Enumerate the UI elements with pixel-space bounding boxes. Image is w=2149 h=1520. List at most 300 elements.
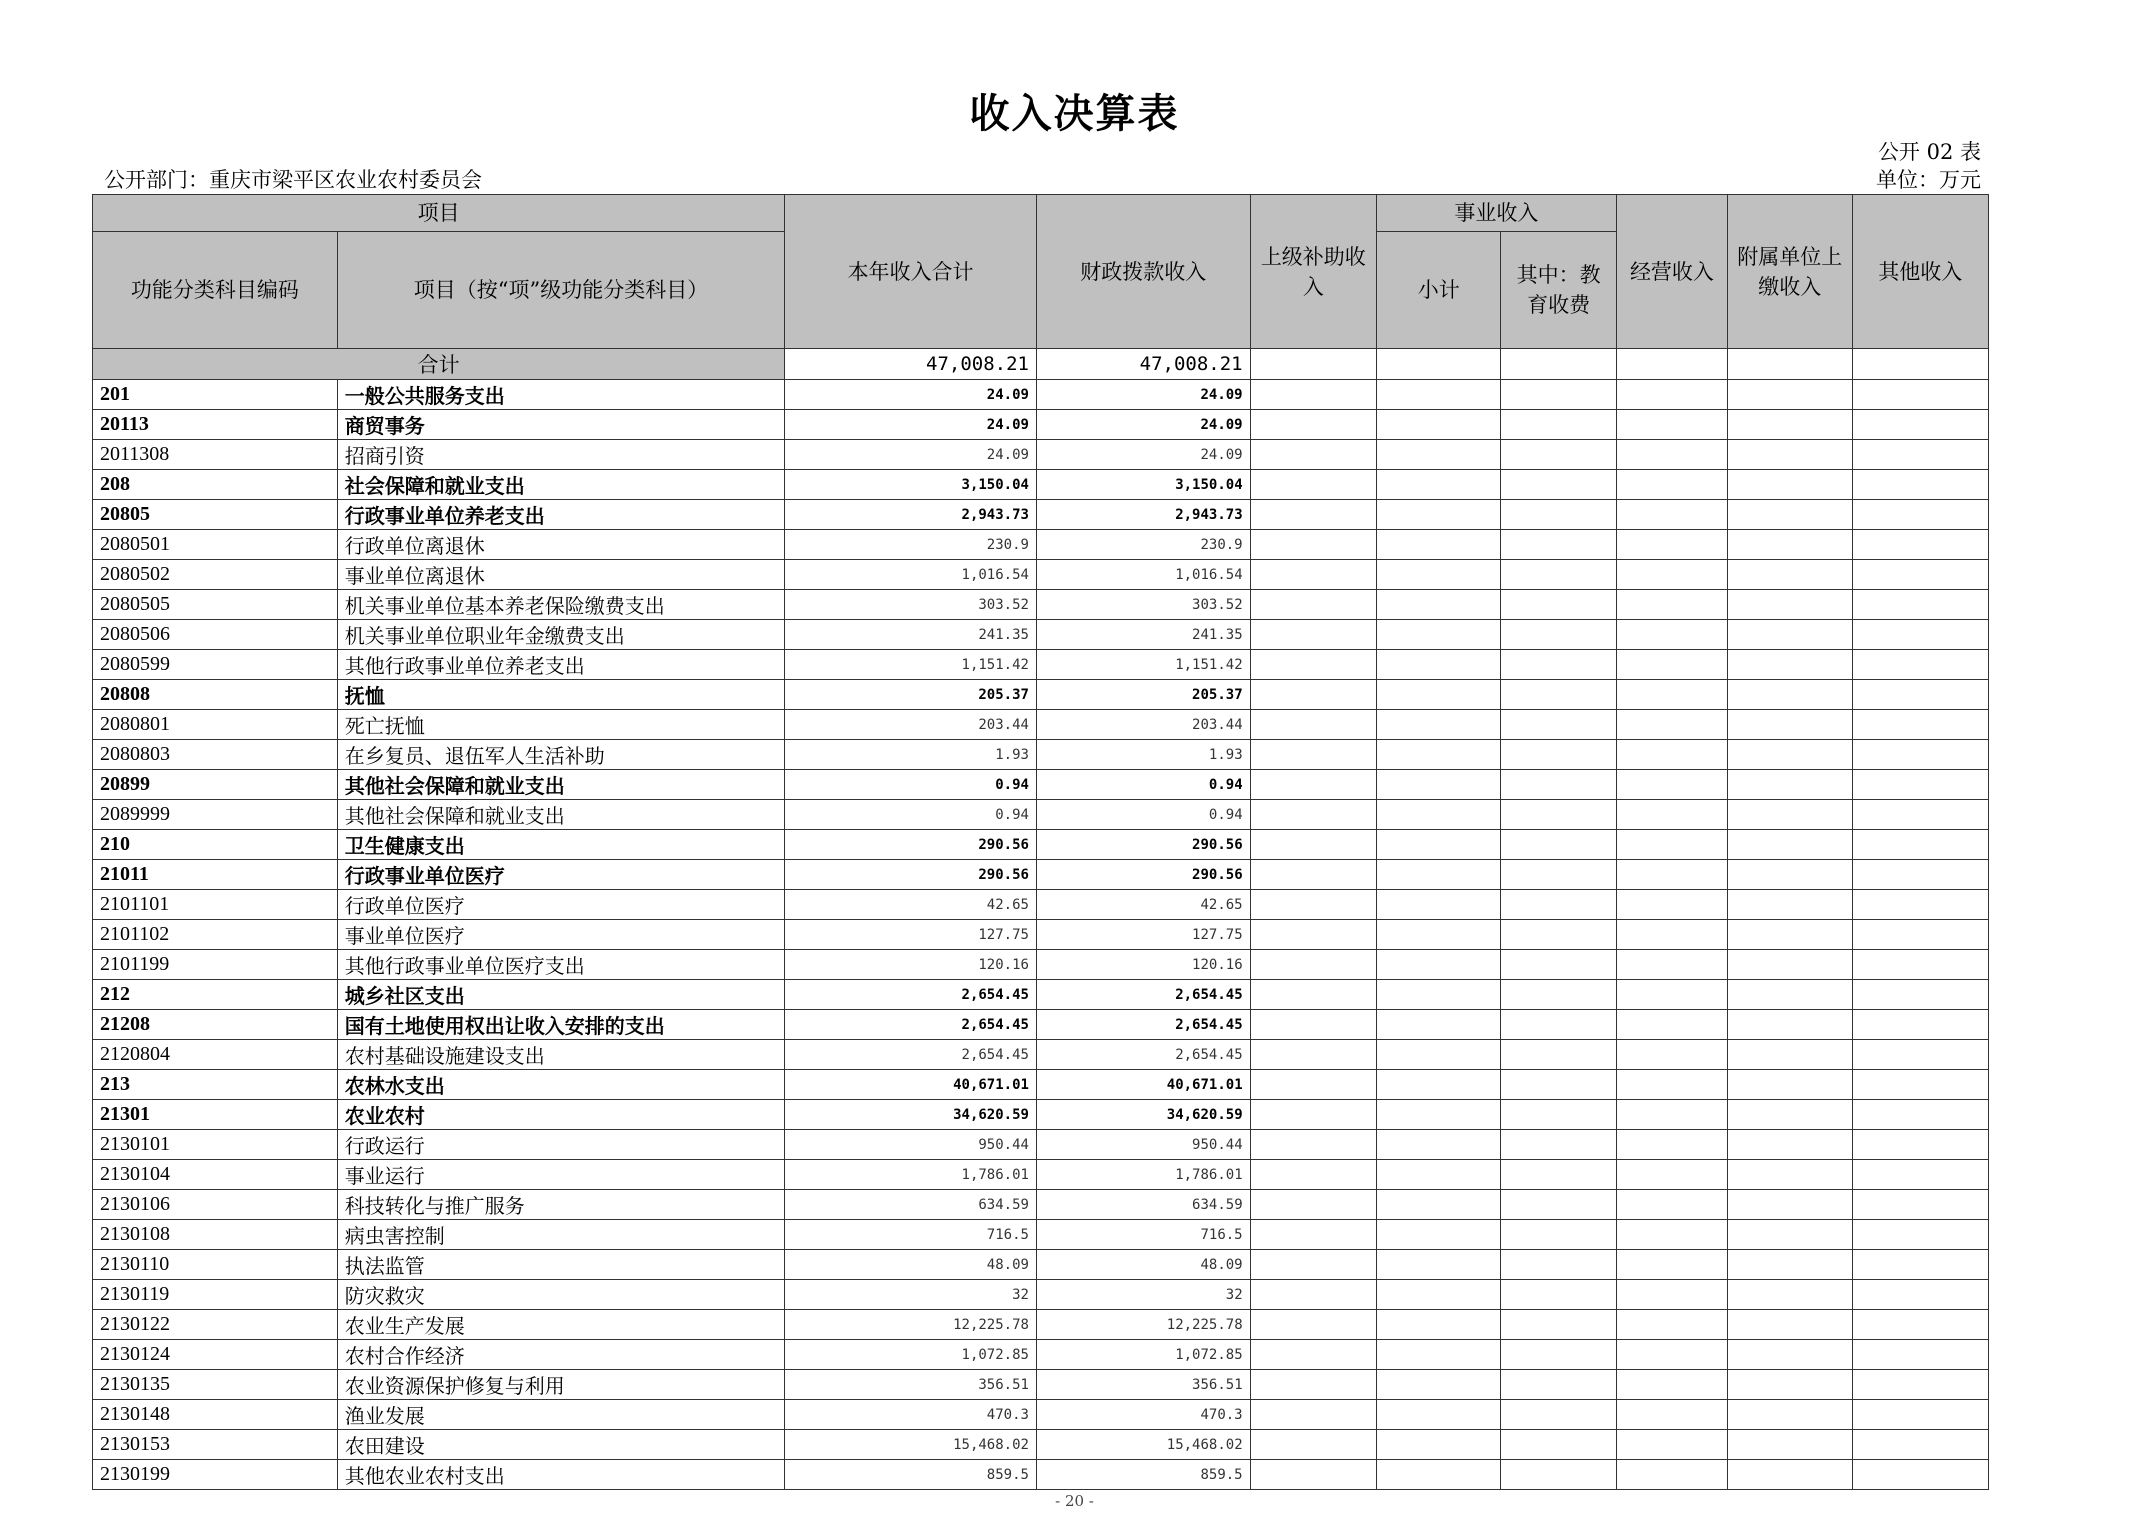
row-total: 290.56 — [785, 860, 1037, 890]
table-row — [93, 1430, 1989, 1460]
empty-cell — [1728, 800, 1852, 830]
row-total: 127.75 — [785, 920, 1037, 950]
empty-cell — [1501, 380, 1616, 410]
row-code: 20899 — [93, 770, 338, 800]
row-total: 15,468.02 — [785, 1430, 1037, 1460]
empty-cell — [1728, 1070, 1852, 1100]
table-row — [93, 1250, 1989, 1280]
row-code: 213 — [93, 1070, 338, 1100]
empty-cell — [1728, 500, 1852, 530]
table-row — [93, 740, 1989, 770]
row-code: 2080502 — [93, 560, 338, 590]
empty-cell — [1501, 950, 1616, 980]
empty-cell — [1616, 1130, 1727, 1160]
empty-cell — [1852, 890, 1989, 920]
row-fiscal: 2,943.73 — [1036, 500, 1250, 530]
empty-cell — [1852, 1040, 1989, 1070]
table-row — [93, 1310, 1989, 1340]
empty-cell — [1250, 830, 1376, 860]
row-code: 2120804 — [93, 1040, 338, 1070]
table-row — [93, 1280, 1989, 1310]
table-row — [93, 680, 1989, 710]
empty-cell — [1852, 380, 1989, 410]
empty-cell — [1852, 590, 1989, 620]
empty-cell — [1250, 590, 1376, 620]
empty-cell — [1501, 1340, 1616, 1370]
row-total: 32 — [785, 1280, 1037, 1310]
row-fiscal: 0.94 — [1036, 770, 1250, 800]
row-fiscal: 15,468.02 — [1036, 1430, 1250, 1460]
row-total: 859.5 — [785, 1460, 1037, 1490]
empty-cell — [1501, 1460, 1616, 1490]
empty-cell — [1728, 1190, 1852, 1220]
empty-cell — [1377, 1250, 1501, 1280]
row-fiscal: 24.09 — [1036, 380, 1250, 410]
row-code: 20808 — [93, 680, 338, 710]
empty-cell — [1501, 710, 1616, 740]
empty-cell — [1250, 740, 1376, 770]
row-fiscal: 356.51 — [1036, 1370, 1250, 1400]
row-total: 2,943.73 — [785, 500, 1037, 530]
row-fiscal: 290.56 — [1036, 860, 1250, 890]
empty-cell — [1852, 1220, 1989, 1250]
empty-cell — [1852, 1190, 1989, 1220]
header-operating: 经营收入 — [1616, 195, 1727, 349]
empty-cell — [1501, 650, 1616, 680]
row-code: 2080505 — [93, 590, 338, 620]
row-fiscal: 24.09 — [1036, 410, 1250, 440]
table-row — [93, 620, 1989, 650]
row-name: 行政单位离退休 — [337, 530, 784, 560]
row-code: 2130124 — [93, 1340, 338, 1370]
table-row — [93, 830, 1989, 860]
row-name: 执法监管 — [337, 1250, 784, 1280]
empty-cell — [1377, 410, 1501, 440]
table-row — [93, 1100, 1989, 1130]
empty-cell — [1616, 830, 1727, 860]
empty-cell — [1852, 1250, 1989, 1280]
empty-cell — [1616, 1040, 1727, 1070]
row-total: 205.37 — [785, 680, 1037, 710]
empty-cell — [1250, 620, 1376, 650]
row-code: 2130135 — [93, 1370, 338, 1400]
row-fiscal: 230.9 — [1036, 530, 1250, 560]
total-label: 合计 — [93, 349, 785, 380]
row-code: 210 — [93, 830, 338, 860]
row-name: 农业资源保护修复与利用 — [337, 1370, 784, 1400]
row-total: 470.3 — [785, 1400, 1037, 1430]
empty-cell — [1250, 1460, 1376, 1490]
table-row — [93, 410, 1989, 440]
empty-cell — [1852, 1460, 1989, 1490]
empty-cell — [1501, 410, 1616, 440]
row-code: 2080506 — [93, 620, 338, 650]
empty-cell — [1852, 1400, 1989, 1430]
row-name: 农林水支出 — [337, 1070, 784, 1100]
row-name: 一般公共服务支出 — [337, 380, 784, 410]
table-row — [93, 470, 1989, 500]
empty-cell — [1728, 980, 1852, 1010]
header-fiscal: 财政拨款收入 — [1036, 195, 1250, 349]
empty-cell — [1250, 560, 1376, 590]
empty-cell — [1852, 1160, 1989, 1190]
row-name: 行政运行 — [337, 1130, 784, 1160]
empty-cell — [1616, 1100, 1727, 1130]
empty-cell — [1501, 1160, 1616, 1190]
empty-cell — [1250, 1400, 1376, 1430]
row-total: 0.94 — [785, 770, 1037, 800]
empty-cell — [1250, 1220, 1376, 1250]
empty-cell — [1250, 680, 1376, 710]
empty-cell — [1616, 1370, 1727, 1400]
empty-cell — [1501, 1040, 1616, 1070]
empty-cell — [1616, 440, 1727, 470]
row-name: 其他行政事业单位医疗支出 — [337, 950, 784, 980]
empty-cell — [1250, 1100, 1376, 1130]
empty-cell — [1616, 860, 1727, 890]
row-total: 203.44 — [785, 710, 1037, 740]
row-code: 2130108 — [93, 1220, 338, 1250]
row-name: 农业农村 — [337, 1100, 784, 1130]
empty-cell — [1501, 980, 1616, 1010]
empty-cell — [1501, 620, 1616, 650]
empty-cell — [1250, 980, 1376, 1010]
empty-cell — [1728, 1460, 1852, 1490]
empty-cell — [1728, 1160, 1852, 1190]
empty-cell — [1501, 680, 1616, 710]
row-name: 城乡社区支出 — [337, 980, 784, 1010]
empty-cell — [1728, 470, 1852, 500]
empty-cell — [1728, 770, 1852, 800]
empty-cell — [1852, 440, 1989, 470]
row-total: 1.93 — [785, 740, 1037, 770]
row-code: 2130119 — [93, 1280, 338, 1310]
empty-cell — [1377, 830, 1501, 860]
empty-cell — [1728, 1340, 1852, 1370]
form-number: 公开 02 表 — [1877, 140, 1981, 164]
empty-cell — [1852, 710, 1989, 740]
empty-cell — [1852, 740, 1989, 770]
empty-cell — [1377, 1370, 1501, 1400]
row-total: 2,654.45 — [785, 1040, 1037, 1070]
empty-cell — [1852, 1070, 1989, 1100]
row-fiscal: 634.59 — [1036, 1190, 1250, 1220]
empty-cell — [1616, 1010, 1727, 1040]
empty-cell — [1501, 740, 1616, 770]
row-name: 病虫害控制 — [337, 1220, 784, 1250]
empty-cell — [1501, 500, 1616, 530]
row-name: 抚恤 — [337, 680, 784, 710]
row-total: 120.16 — [785, 950, 1037, 980]
empty-cell — [1616, 590, 1727, 620]
empty-cell — [1728, 440, 1852, 470]
row-code: 208 — [93, 470, 338, 500]
empty-cell — [1250, 380, 1376, 410]
row-total: 1,786.01 — [785, 1160, 1037, 1190]
table-row — [93, 860, 1989, 890]
row-total: 303.52 — [785, 590, 1037, 620]
empty-cell — [1377, 1070, 1501, 1100]
empty-cell — [1377, 380, 1501, 410]
row-total: 40,671.01 — [785, 1070, 1037, 1100]
empty-cell — [1501, 830, 1616, 860]
row-fiscal: 2,654.45 — [1036, 1040, 1250, 1070]
row-total: 716.5 — [785, 1220, 1037, 1250]
empty-cell — [1616, 1220, 1727, 1250]
empty-cell — [1616, 1160, 1727, 1190]
row-total: 42.65 — [785, 890, 1037, 920]
row-name: 机关事业单位基本养老保险缴费支出 — [337, 590, 784, 620]
total-fiscal: 47,008.21 — [1036, 349, 1250, 380]
empty-cell — [1852, 680, 1989, 710]
empty-cell — [1501, 1400, 1616, 1430]
row-fiscal: 3,150.04 — [1036, 470, 1250, 500]
table-row — [93, 1070, 1989, 1100]
row-total: 48.09 — [785, 1250, 1037, 1280]
empty-cell — [1616, 950, 1727, 980]
row-fiscal: 48.09 — [1036, 1250, 1250, 1280]
empty-cell — [1377, 1190, 1501, 1220]
header-total: 本年收入合计 — [785, 195, 1037, 349]
empty-cell — [1250, 1160, 1376, 1190]
empty-cell — [1852, 620, 1989, 650]
empty-cell — [1852, 950, 1989, 980]
page-number: - 20 - — [1055, 1492, 1094, 1510]
row-name: 渔业发展 — [337, 1400, 784, 1430]
empty-cell — [1852, 470, 1989, 500]
empty-cell — [1250, 1010, 1376, 1040]
table-row — [93, 980, 1989, 1010]
row-fiscal: 40,671.01 — [1036, 1070, 1250, 1100]
empty-cell — [1852, 500, 1989, 530]
unit-label: 单位：万元 — [1876, 168, 1981, 192]
row-code: 2130148 — [93, 1400, 338, 1430]
page-title: 收入决算表 — [969, 91, 1180, 137]
empty-cell — [1377, 980, 1501, 1010]
empty-cell — [1501, 1010, 1616, 1040]
empty-cell — [1852, 800, 1989, 830]
empty-cell — [1377, 710, 1501, 740]
empty-cell — [1852, 1340, 1989, 1370]
row-code: 21208 — [93, 1010, 338, 1040]
row-fiscal: 859.5 — [1036, 1460, 1250, 1490]
empty-cell — [1728, 650, 1852, 680]
row-code: 2130106 — [93, 1190, 338, 1220]
empty-cell — [1852, 920, 1989, 950]
empty-cell — [1377, 1130, 1501, 1160]
row-name: 农业生产发展 — [337, 1310, 784, 1340]
row-code: 2130199 — [93, 1460, 338, 1490]
empty-cell — [1728, 1280, 1852, 1310]
row-code: 2080599 — [93, 650, 338, 680]
empty-cell — [1728, 590, 1852, 620]
empty-cell — [1728, 950, 1852, 980]
empty-cell — [1377, 1160, 1501, 1190]
empty-cell — [1250, 1370, 1376, 1400]
empty-cell — [1616, 1430, 1727, 1460]
empty-cell — [1501, 440, 1616, 470]
table-row — [93, 380, 1989, 410]
empty-cell — [1501, 1250, 1616, 1280]
row-name: 农田建设 — [337, 1430, 784, 1460]
empty-cell — [1728, 1040, 1852, 1070]
row-code: 2011308 — [93, 440, 338, 470]
empty-cell — [1852, 410, 1989, 440]
row-name: 在乡复员、退伍军人生活补助 — [337, 740, 784, 770]
table-row — [93, 770, 1989, 800]
header-project: 项目 — [93, 195, 785, 232]
row-code: 2130104 — [93, 1160, 338, 1190]
row-fiscal: 34,620.59 — [1036, 1100, 1250, 1130]
row-fiscal: 1,786.01 — [1036, 1160, 1250, 1190]
row-name: 其他社会保障和就业支出 — [337, 800, 784, 830]
row-code: 2080501 — [93, 530, 338, 560]
empty-cell — [1616, 620, 1727, 650]
row-fiscal: 303.52 — [1036, 590, 1250, 620]
row-total: 230.9 — [785, 530, 1037, 560]
row-total: 634.59 — [785, 1190, 1037, 1220]
table-row — [93, 1130, 1989, 1160]
empty-cell — [1616, 1340, 1727, 1370]
row-fiscal: 950.44 — [1036, 1130, 1250, 1160]
table-row — [93, 710, 1989, 740]
table-row — [93, 1220, 1989, 1250]
header-edu: 其中：教育收费 — [1501, 232, 1616, 349]
empty-cell — [1250, 410, 1376, 440]
table-row — [93, 590, 1989, 620]
empty-cell — [1377, 1280, 1501, 1310]
empty-cell — [1616, 1400, 1727, 1430]
empty-cell — [1377, 1100, 1501, 1130]
row-code: 2089999 — [93, 800, 338, 830]
row-total: 2,654.45 — [785, 1010, 1037, 1040]
empty-cell — [1377, 950, 1501, 980]
row-total: 2,654.45 — [785, 980, 1037, 1010]
row-code: 2101199 — [93, 950, 338, 980]
table-row — [93, 1040, 1989, 1070]
header-code: 功能分类科目编码 — [93, 232, 338, 349]
empty-cell — [1728, 1400, 1852, 1430]
empty-cell — [1852, 560, 1989, 590]
empty-cell — [1377, 1220, 1501, 1250]
empty-cell — [1616, 770, 1727, 800]
empty-cell — [1250, 710, 1376, 740]
empty-cell — [1616, 1190, 1727, 1220]
empty-cell — [1616, 710, 1727, 740]
empty-cell — [1728, 680, 1852, 710]
empty-cell — [1852, 1370, 1989, 1400]
row-fiscal: 1,016.54 — [1036, 560, 1250, 590]
empty-cell — [1616, 920, 1727, 950]
empty-cell — [1501, 1310, 1616, 1340]
row-fiscal: 205.37 — [1036, 680, 1250, 710]
empty-cell — [1501, 1130, 1616, 1160]
table-row — [93, 650, 1989, 680]
empty-cell — [1250, 890, 1376, 920]
row-fiscal: 290.56 — [1036, 830, 1250, 860]
department-label: 公开部门：重庆市梁平区农业农村委员会 — [104, 168, 482, 192]
empty-cell — [1250, 1280, 1376, 1310]
empty-cell — [1250, 1430, 1376, 1460]
row-fiscal: 2,654.45 — [1036, 980, 1250, 1010]
empty-cell — [1616, 650, 1727, 680]
table-row — [93, 1400, 1989, 1430]
empty-cell — [1501, 800, 1616, 830]
empty-cell — [1852, 980, 1989, 1010]
row-total: 1,072.85 — [785, 1340, 1037, 1370]
table-row — [93, 1160, 1989, 1190]
row-code: 2130153 — [93, 1430, 338, 1460]
table-row — [93, 890, 1989, 920]
empty-cell — [1501, 770, 1616, 800]
empty-cell — [1616, 1070, 1727, 1100]
empty-cell — [1728, 620, 1852, 650]
header-subtotal: 小计 — [1377, 232, 1501, 349]
row-name: 事业单位医疗 — [337, 920, 784, 950]
total-row — [93, 349, 1989, 380]
empty-cell — [1728, 710, 1852, 740]
empty-cell — [1501, 1100, 1616, 1130]
empty-cell — [1250, 1040, 1376, 1070]
empty-cell — [1728, 1130, 1852, 1160]
row-fiscal: 0.94 — [1036, 800, 1250, 830]
row-code: 2080801 — [93, 710, 338, 740]
empty-cell — [1250, 440, 1376, 470]
empty-cell — [1616, 890, 1727, 920]
empty-cell — [1501, 1430, 1616, 1460]
empty-cell — [1728, 380, 1852, 410]
empty-cell — [1728, 1430, 1852, 1460]
table-row — [93, 440, 1989, 470]
empty-cell — [1250, 1250, 1376, 1280]
empty-cell — [1250, 650, 1376, 680]
empty-cell — [1377, 590, 1501, 620]
empty-cell — [1377, 500, 1501, 530]
row-name: 行政事业单位医疗 — [337, 860, 784, 890]
empty-cell — [1377, 1340, 1501, 1370]
empty-cell — [1852, 1430, 1989, 1460]
empty-cell — [1852, 770, 1989, 800]
table-row — [93, 1010, 1989, 1040]
row-total: 290.56 — [785, 830, 1037, 860]
row-name: 其他行政事业单位养老支出 — [337, 650, 784, 680]
row-total: 34,620.59 — [785, 1100, 1037, 1130]
empty-cell — [1250, 920, 1376, 950]
row-total: 1,016.54 — [785, 560, 1037, 590]
row-fiscal: 203.44 — [1036, 710, 1250, 740]
empty-cell — [1852, 1280, 1989, 1310]
row-name: 机关事业单位职业年金缴费支出 — [337, 620, 784, 650]
empty-cell — [1616, 530, 1727, 560]
row-code: 21301 — [93, 1100, 338, 1130]
table-row — [93, 1460, 1989, 1490]
empty-cell — [1852, 650, 1989, 680]
empty-cell — [1250, 1070, 1376, 1100]
header-business: 事业收入 — [1377, 195, 1617, 232]
empty-cell — [1501, 590, 1616, 620]
row-code: 2080803 — [93, 740, 338, 770]
empty-cell — [1728, 1250, 1852, 1280]
row-fiscal: 1,151.42 — [1036, 650, 1250, 680]
row-fiscal: 24.09 — [1036, 440, 1250, 470]
row-name: 其他社会保障和就业支出 — [337, 770, 784, 800]
empty-cell — [1728, 560, 1852, 590]
empty-cell — [1377, 800, 1501, 830]
empty-cell — [1728, 1370, 1852, 1400]
empty-cell — [1616, 1280, 1727, 1310]
row-total: 3,150.04 — [785, 470, 1037, 500]
row-name: 死亡抚恤 — [337, 710, 784, 740]
